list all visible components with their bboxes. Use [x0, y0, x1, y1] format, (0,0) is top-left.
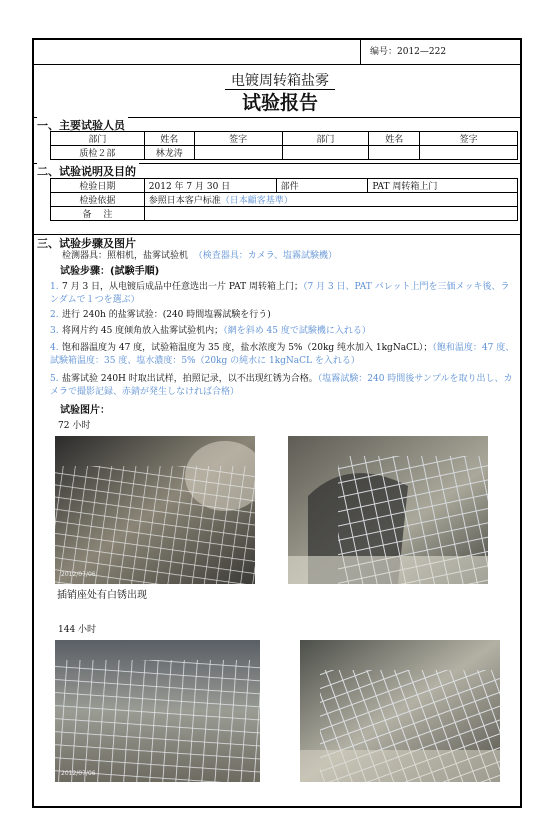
cell-department: 质检２部 [51, 146, 145, 160]
table-row [51, 146, 518, 160]
label-72h: 72 小时 [58, 421, 91, 431]
photo-144h-left [55, 640, 260, 782]
report-title: 试验报告 [241, 92, 318, 114]
svg-text:2012/07/06: 2012/07/06 [61, 770, 96, 777]
date-label: 检验日期 [51, 179, 145, 193]
cell-signature [194, 146, 282, 160]
step-item: 1. 7 月 3 日，从电镀后成品中任意选出一片 PAT 周转箱上门；（7 月 3 日、PAT パレット上門を三価メッキ後、ランダムで１つを選ぶ） [50, 282, 510, 305]
basis-value-jp: （日本顧客基準） [220, 196, 293, 206]
step-item: 2. 进行 240h 的盐雾试验：(240 時間塩霧試験を行う) [50, 310, 271, 320]
steps-title: 试验步骤：(試験手順) [60, 266, 160, 277]
section-heading-purpose: 二、试验说明及目的 [37, 163, 139, 179]
doc-number: 编号：2012—222 [370, 47, 447, 57]
col-header: 部门 [51, 132, 145, 146]
svg-text:2012/07/06: 2012/07/06 [61, 571, 96, 578]
col-header: 部门 [282, 132, 369, 146]
cell-signature [420, 146, 518, 160]
section-heading-personnel: 一、主要试验人员 [37, 117, 128, 133]
table-header-row [51, 132, 518, 146]
section-heading-steps: 三、试验步骤及图片 [37, 235, 139, 251]
divider [32, 64, 522, 65]
col-header: 签字 [194, 132, 282, 146]
step-item: 4. 饱和器温度为 47 度，试验箱温度为 35 度，盐水浓度为 5%（20kg 纯水加入 1kgNaCL）；（飽和温度：47 度、試験箱温度：35 度、塩水濃度：5%（20kg の純水に 1kgNaCL を入れる） [50, 343, 515, 366]
part-label: 部件 [276, 179, 368, 193]
cell-name: 林龙涛 [144, 146, 194, 160]
cell-department [282, 146, 369, 160]
basis-value: 参照日本客户标准（日本顧客基準） [144, 193, 517, 207]
part-value: PAT 周转箱上门 [368, 179, 518, 193]
label-144h: 144 小时 [58, 625, 97, 635]
report-title-line1: 电镀周转箱盐雾 [0, 70, 560, 90]
col-header: 姓名 [369, 132, 420, 146]
col-header: 姓名 [144, 132, 194, 146]
photo-144h-right [300, 640, 500, 782]
photo-72h-left [55, 436, 255, 584]
photos-title: 试验图片： [60, 405, 110, 416]
table-row [51, 179, 518, 193]
basis-label: 检验依据 [51, 193, 145, 207]
inspection-info-table [50, 178, 518, 221]
remark-label: 备 注 [51, 207, 145, 221]
caption-72h: 插销座处有白锈出现 [57, 590, 147, 601]
table-row [51, 193, 518, 207]
remark-value [144, 207, 517, 221]
personnel-table [50, 131, 518, 160]
cell-name [369, 146, 420, 160]
table-row [51, 207, 518, 221]
step-item: 3. 将网片约 45 度倾角放入盐雾试验机内；（網を斜め 45 度で試験機に入れる） [50, 326, 371, 336]
date-value: 2012 年 7 月 30 日 [144, 179, 276, 193]
photo-72h-right [288, 436, 488, 584]
instruments-line: 检测器具：照相机，盐雾试验机 （検査器具：カメラ、塩霧試験機） [62, 251, 338, 261]
divider [360, 38, 361, 64]
col-header: 签字 [420, 132, 518, 146]
step-item: 5. 盐雾试验 240H 时取出试样，拍照记录，以不出现红锈为合格。（塩霧試験：240 時間後サンプルを取り出し、カメラで撮影記録、赤錆が発生しなければ合格） [50, 374, 513, 397]
